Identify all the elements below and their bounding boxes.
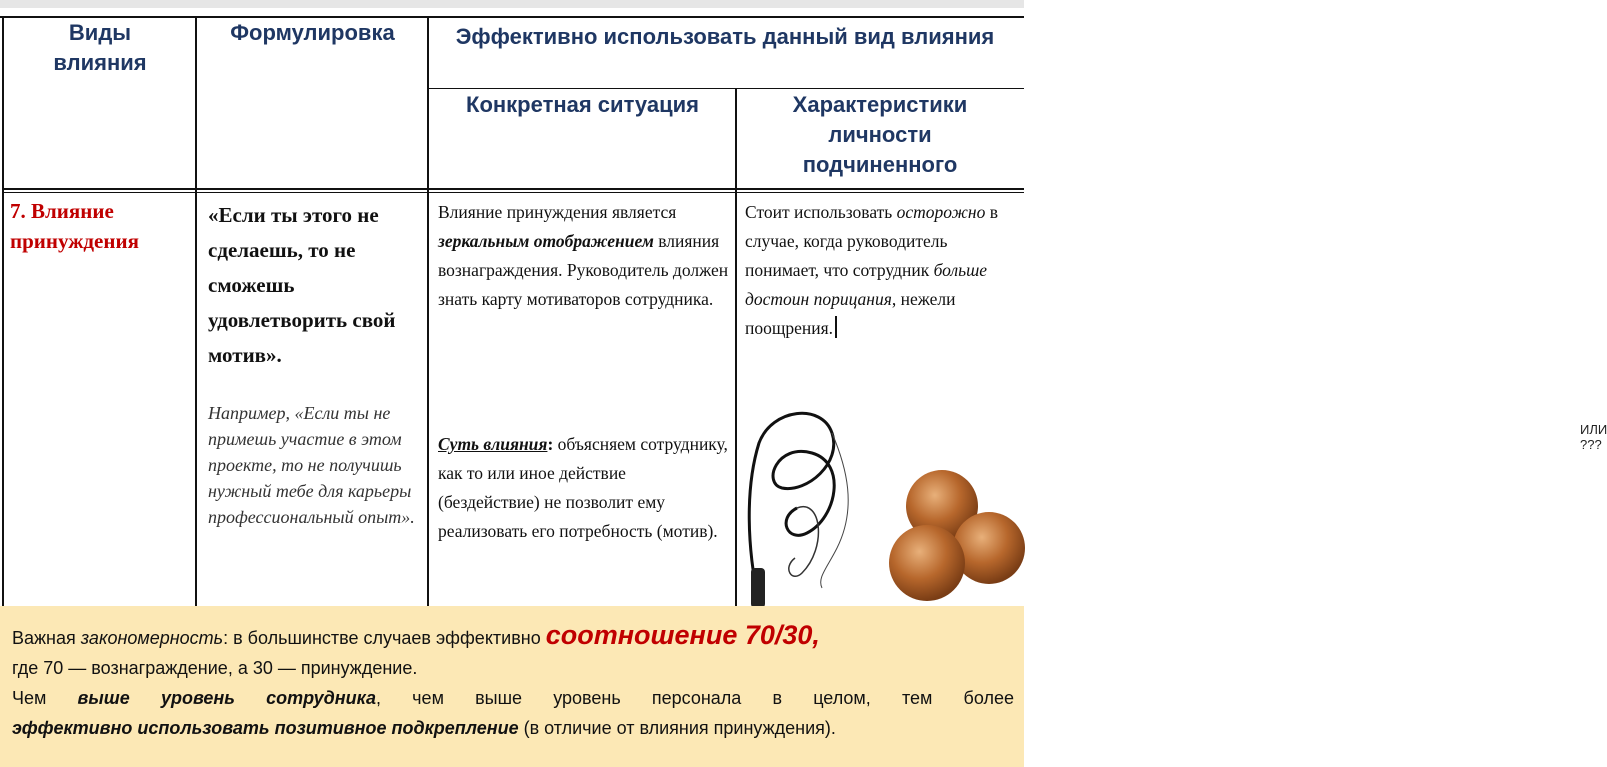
whip-illustration	[737, 398, 1024, 613]
gingerbread-icon	[889, 525, 965, 601]
table-border-left	[2, 16, 4, 608]
personality-part-2: в случае, когда руководитель понимает, что сотрудник	[745, 202, 998, 280]
situation-emphasis: зеркальным отображением	[438, 231, 654, 251]
influence-type: 7. Влияние принуждения	[10, 199, 139, 253]
illustration-caption: ИЛИ ???	[1580, 422, 1607, 452]
essence-text	[438, 430, 730, 546]
personality-emphasis-2: больше достоин порицания	[745, 260, 988, 309]
situation-text	[438, 198, 730, 314]
header-types: Виды влияния	[53, 20, 147, 75]
header-rule	[2, 188, 1024, 190]
header-subrule	[428, 88, 1024, 89]
header-rule-2	[2, 192, 1024, 193]
influence-example: Например, «Если ты не примешь участие в этом проекте, то не получишь нужный тебе для карьеры профессиональный опыт».	[208, 403, 415, 527]
col-divider-1	[195, 16, 197, 608]
footer-p3-a: Чем	[12, 688, 78, 708]
illustration-whip-and-gingerbread	[737, 398, 1607, 613]
footer-text	[12, 620, 1014, 743]
essence-colon: :	[547, 434, 554, 454]
influence-quote: «Если ты этого не сделаешь, то не сможешь удовлетворить свой мотив».	[208, 203, 396, 367]
footer-p3-c: , чем выше уровень персонала в целом, тем более	[376, 688, 1014, 708]
footer-p1-b: закономерность	[80, 628, 224, 648]
header-situation: Конкретная ситуация	[466, 92, 699, 117]
situation-part-2: влияния вознаграждения. Руководитель должен знать карту мотиваторов сотрудника.	[438, 231, 729, 309]
header-effective-use: Эффективно использовать данный вид влияния	[455, 24, 995, 49]
footer-line-3	[12, 683, 1014, 713]
gingerbread-icon	[953, 512, 1025, 584]
footer-line-2: где 70 — вознаграждение, а 30 — принуждение.	[12, 658, 418, 678]
essence-label: Суть влияния	[438, 434, 548, 454]
col-divider-2	[427, 16, 429, 608]
personality-text	[745, 198, 1015, 343]
essence-body: объясняем сотруднику, как то или иное действие (бездействие) не позволит ему реализовать его потребность (мотив).	[438, 434, 728, 541]
footer-note	[0, 606, 1024, 767]
footer-p4-a: эффективно использовать позитивное подкрепление	[12, 718, 519, 738]
footer-line-4	[12, 713, 1014, 743]
top-rule	[0, 0, 1024, 8]
footer-p3-b: выше уровень сотрудника	[77, 688, 377, 708]
header-wording: Формулировка	[230, 20, 395, 45]
footer-p1-c: : в большинстве случаев эффективно	[223, 628, 546, 648]
footer-p1-a: Важная	[12, 628, 81, 648]
personality-emphasis-1: осторожно	[896, 202, 986, 222]
footer-line-1	[12, 620, 1014, 653]
personality-part-1: Стоит использовать	[745, 202, 897, 222]
text-cursor	[835, 316, 837, 338]
personality-part-3: , нежели поощрения.	[745, 289, 956, 338]
footer-p4-b: (в отличие от влияния принуждения).	[518, 718, 836, 738]
footer-ratio: соотношение 70/30,	[545, 620, 820, 650]
influence-table	[0, 8, 1607, 608]
header-personality: Характеристики личности подчиненного	[792, 92, 968, 177]
situation-part-1: Влияние принуждения является	[438, 202, 677, 222]
